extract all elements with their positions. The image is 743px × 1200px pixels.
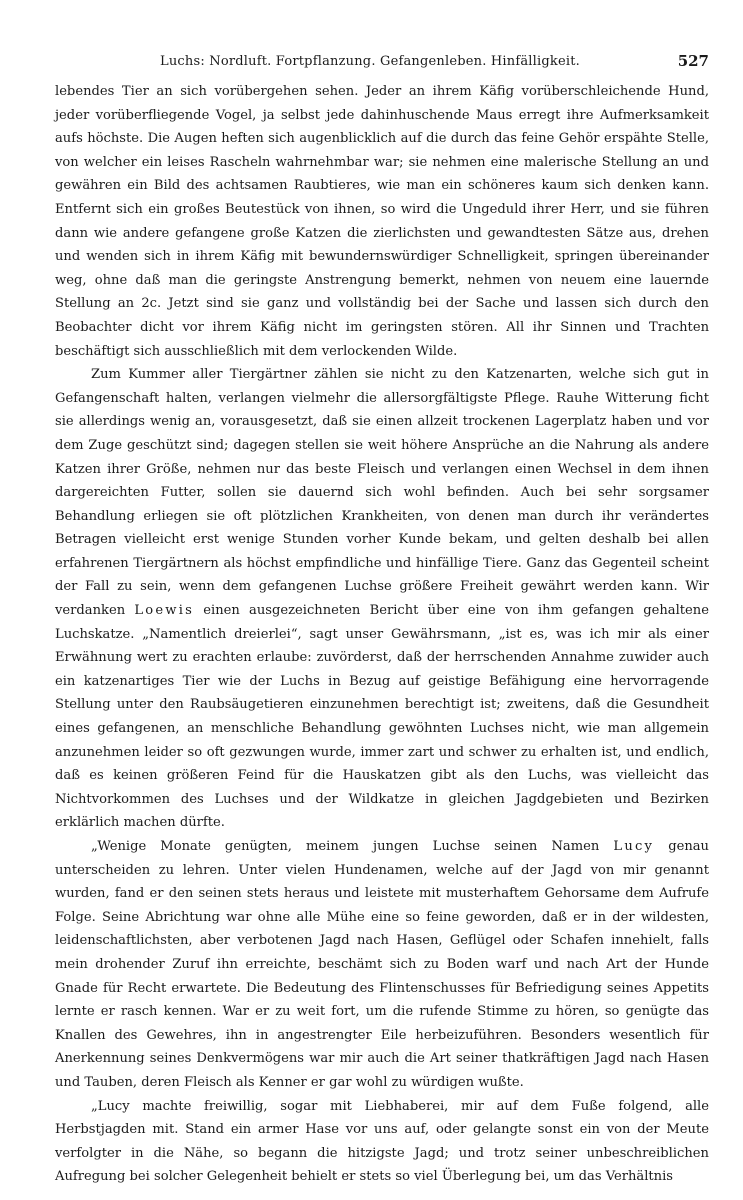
paragraph-2 bbox=[55, 363, 709, 835]
lynx-name-lucy: Lucy bbox=[613, 839, 655, 854]
paragraph-3 bbox=[55, 835, 709, 1095]
paragraph-3-text-before: „Wenige Monate genügten, meinem jungen Luchse seinen Namen bbox=[91, 839, 614, 854]
running-head: Luchs: Nordluft. Fortpflanzung. Gefangenleben. Hinfälligkeit. bbox=[160, 54, 580, 69]
paragraph-2-text-before: Zum Kummer aller Tiergärtner zählen sie nicht zu den Katzenarten, welche sich gut in Gefangenschaft halten, verlangen vielmehr die allersorgfältigste Pflege. Rauhe Witterung ficht sie allerdings wenig an, vorausgesetzt, daß sie einen allzeit trockenen Lagerplatz haben und vor dem Zuge geschützt sind; dagegen stellen sie weit höhere Ansprüche an die Nahrung als andere Katzen ihrer Größe, nehmen nur das beste Fleisch und verlangen einen Wechsel in dem ihnen dargereichten Futter, sollen sie dauernd sich wohl befinden. Auch bei sehr sorgsamer Behandlung erliegen sie oft plötzlichen Krankheiten, von denen man durch ihr verändertes Betragen vielleicht erst wenige Stunden vorher Kunde bekam, und gelten deshalb bei allen erfahrenen Tiergärtnern als höchst empfindliche und hinfällige Tiere. Ganz das Gegenteil scheint der Fall zu sein, wenn dem gefangenen Luchse größere Freiheit gewährt werden kann. Wir verdanken bbox=[55, 367, 709, 619]
page-header bbox=[55, 48, 709, 80]
page-number: 527 bbox=[677, 52, 709, 70]
paragraph-2-text-after: einen ausgezeichneten Bericht über eine von ihm gefangen gehaltene Luchskatze. „Namentlich dreierlei“, sagt unser Gewährsmann, „ist es, was ich mir als einer Erwähnung wert zu erachten erlaube: zuvörderst, daß der herrschenden Annahme zuwider auch ein katzenartiges Tier wie der Luchs in Bezug auf geistige Befähigung eine hervorragende Stellung unter den Raubsäugetieren einzunehmen berechtigt ist; zweitens, daß die Gesundheit eines gefangenen, an menschliche Behandlung gewöhnten Luchses nicht, wie man allgemein anzunehmen leider so oft gezwungen wurde, immer zart und schwer zu erhalten ist, und endlich, daß es keinen größeren Feind für die Hauskatzen gibt als den Luchs, was vielleicht das Nichtvorkommen des Luchses und der Wildkatze in gleichen Jagdgebieten und Bezirken erklärlich machen dürfte. bbox=[55, 603, 709, 831]
author-name-loewis: Loewis bbox=[134, 603, 195, 619]
paragraph-4: „Lucy machte freiwillig, sogar mit Liebhaberei, mir auf dem Fuße folgend, alle Herbstjagden mit. Stand ein armer Hase vor uns auf, oder gelangte sonst ein von der Meute verfolgter in die Nähe, so begann die hitzigste Jagd; und trotz seiner unbeschreiblichen Aufregung bei solcher Gelegenheit behielt er stets so viel Überlegung bei, um das Verhältnis bbox=[55, 1098, 709, 1185]
paragraph-1: lebendes Tier an sich vorübergehen sehen. Jeder an ihrem Käfig vorüberschleichende Hund, jeder vorüberfliegende Vogel, ja selbst jede dahinhuschende Maus erregt ihre Aufmerksamkeit aufs höchste. Die Augen heften sich augenblicklich auf die durch das feine Gehör erspähte Stelle, von welcher ein leises Rascheln wahrnehmbar war; sie nehmen eine malerische Stellung an und gewähren ein Bild des achtsamen Raubtieres, wie man ein schöneres kaum sich denken kann. Entfernt sich ein großes Beutestück von ihnen, so wird die Ungeduld ihrer Herr, und sie führen dann wie andere gefangene große Katzen die zierlichsten und gewandtesten Sätze aus, drehen und wenden sich in ihrem Käfig mit bewundernswürdiger Schnelligkeit, springen übereinander weg, ohne daß man die geringste Anstrengung bemerkt, nehmen von neuem eine lauernde Stellung an 2c. Jetzt sind sie ganz und vollständig bei der Sache und lassen sich durch den Beobachter dicht vor ihrem Käfig nicht im geringsten stören. All ihr Sinnen und Trachten beschäftigt sich ausschließlich mit dem verlockenden Wilde. bbox=[55, 84, 709, 359]
paragraph-3-text-after: genau unterscheiden zu lehren. Unter vielen Hundenamen, welche auf der Jagd von mir genannt wurden, fand er den seinen stets heraus und leistete mit musterhaftem Gehorsame dem Aufrufe Folge. Seine Abrichtung war ohne alle Mühe eine so feine geworden, daß er in der wildesten, leidenschaftlichsten, aber verbotenen Jagd nach Hasen, Geflügel oder Schafen innehielt, falls mein drohender Zuruf ihn erreichte, beschämt sich zu Boden warf und nach Art der Hunde Gnade für Recht erwartete. Die Bedeutung des Flintenschusses für Befriedigung seines Appetits lernte er rasch kennen. War er zu weit fort, um die rufende Stimme zu hören, so genügte das Knallen des Gewehres, ihn in angestrengter Eile herbeizuführen. Besonders wesentlich für Anerkennung seines Denkvermögens war mir auch die Art seiner thatkräftigen Jagd nach Hasen und Tauben, deren Fleisch als Kenner er gar wohl zu würdigen wußte. bbox=[55, 839, 709, 1090]
body-text bbox=[55, 80, 709, 1189]
